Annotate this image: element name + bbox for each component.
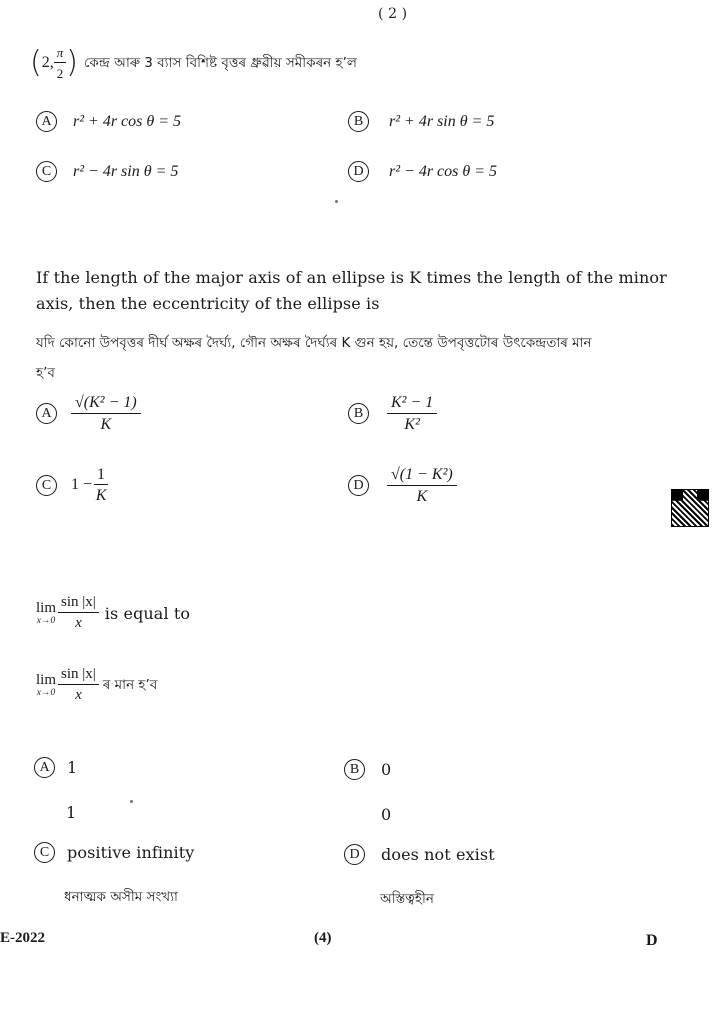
option-letter: B [348,403,369,424]
option-num: K² − 1 [387,394,437,414]
option-letter: D [344,844,365,865]
stray-mark [335,200,338,203]
q1-point-den: 2 [56,66,64,81]
limit-operator [36,600,56,627]
right-paren: ) [66,45,78,80]
q3-option-b[interactable] [344,759,391,780]
q2-stem-as-line2: হ’ব [36,365,55,381]
q1-option-d[interactable] [348,161,497,182]
option-num: √(1 − K²) [387,466,457,486]
qr-code-icon [671,489,709,527]
limit-subscript: x→0 [36,687,56,698]
q3-option-d[interactable] [344,844,495,865]
q3-option-c-as: ধনাত্মক অসীম সংখ্যা [64,889,178,905]
q2-option-c[interactable] [36,466,108,504]
option-text: r² − 4r sin θ = 5 [73,162,179,180]
limit-fraction [58,666,99,704]
q3-option-a-as: 1 [66,803,77,822]
option-fraction [387,394,437,433]
limit-word: lim [36,599,57,616]
option-letter: A [36,111,57,132]
limit-num: sin |x| [58,594,99,613]
option-letter: C [34,842,55,863]
option-text: r² + 4r cos θ = 5 [73,112,182,130]
option-fraction [387,466,457,505]
limit-word: lim [36,671,57,688]
option-den: K [416,488,428,505]
q3-option-a[interactable] [34,757,77,778]
option-letter: B [348,111,369,132]
option-letter: C [36,161,57,182]
footer-page-number: (4) [314,930,332,946]
option-letter: C [36,475,57,496]
option-letter: D [348,161,369,182]
option-letter: A [34,757,55,778]
limit-num: sin |x| [58,666,99,685]
q3-suffix-en: is equal to [104,603,191,623]
option-fraction [94,466,108,504]
footer-set-letter: D [646,932,658,949]
q1-option-b[interactable] [348,111,494,132]
q2-option-a[interactable] [36,394,141,433]
q3-option-d-as: অস্তিত্বহীন [380,891,434,907]
q2-stem-as-line1: যদি কোনো উপবৃত্তৰ দীৰ্ঘ অক্ষৰ দৈৰ্ঘ্য, গৌন অক্ষৰ দৈৰ্ঘ্যৰ K গুন হয়, তেন্তে উপবৃত্তটোৰ উৎকেন্দ্ৰতাৰ মান [36,335,592,351]
stray-mark [130,800,133,803]
q2-option-b[interactable] [348,394,437,433]
option-num: 1 [94,466,108,485]
header-page-mark: ( 2 ) [378,6,408,22]
q1-option-c[interactable] [36,161,178,182]
option-text-en: does not exist [381,845,495,864]
option-letter: B [344,759,365,780]
q1-point-fraction [54,44,67,82]
q1-stem-assamese: কেন্দ্ৰ আৰু 3 ব্যাস বিশিষ্ট বৃত্তৰ ধ্ৰুৱীয় সমীকৰন হ’ল [83,54,357,71]
q2-option-d[interactable] [348,466,457,505]
limit-fraction [58,594,99,632]
option-letter: D [348,475,369,496]
footer-exam-code: E-2022 [0,930,45,946]
q3-option-c[interactable] [34,842,194,863]
q1-point-num: π [54,44,67,63]
option-text-en: 0 [381,760,392,779]
option-text-en: 1 [67,758,78,777]
option-den: K [100,416,112,433]
q1-stem [30,44,357,82]
q1-option-a[interactable] [36,111,181,132]
limit-subscript: x→0 [36,615,56,626]
left-paren: ( [30,45,42,80]
option-text-en: positive infinity [67,843,195,862]
q3-option-b-as: 0 [381,805,392,824]
q3-stem-en [36,594,190,632]
q3-stem-as [36,666,157,704]
limit-den: x [75,615,82,631]
option-text: r² − 4r cos θ = 5 [389,162,498,180]
option-prefix: 1 − [71,476,93,493]
option-den: K [95,487,107,504]
option-den: K² [404,416,420,433]
option-letter: A [36,403,57,424]
q2-stem-en-line2: axis, then the eccentricity of the ellipse is [36,294,380,313]
q1-point-a: 2, [41,54,54,71]
option-text: r² + 4r sin θ = 5 [389,112,495,130]
option-num: √(K² − 1) [71,394,141,414]
option-fraction [71,394,141,433]
limit-operator [36,672,56,699]
limit-den: x [75,687,82,703]
q2-stem-en-line1: If the length of the major axis of an ellipse is K times the length of the minor [36,268,667,287]
q3-suffix-as: ৰ মান হ’ব [102,676,158,693]
